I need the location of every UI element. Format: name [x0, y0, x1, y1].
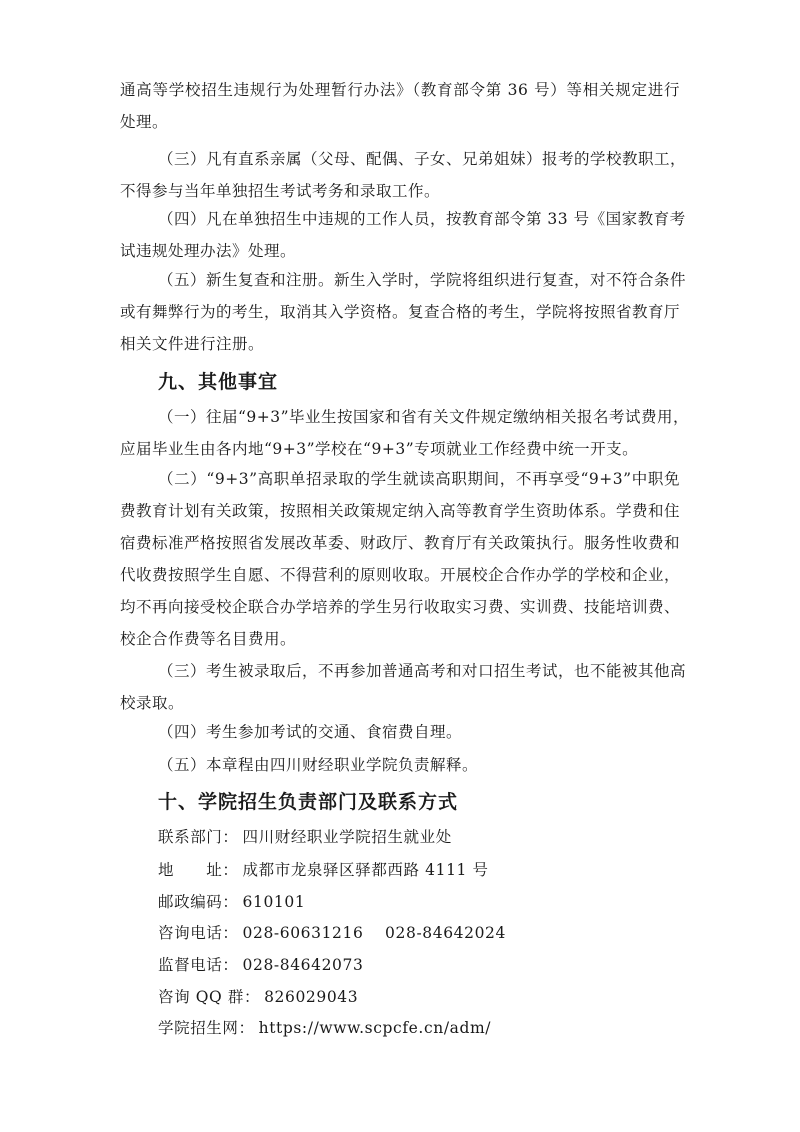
text-line: 校企合作费等名目费用。	[120, 630, 297, 648]
contact-website	[158, 1013, 491, 1043]
contact-value: 826029043	[264, 988, 359, 1006]
contact-label: 联系部门：	[158, 828, 239, 846]
text-line: （四）凡在单独招生中违规的工作人员，按教育部令第 33 号《国家教育考	[158, 210, 686, 228]
text-line: 宿费标准严格按照省发展改革委、财政厅、教育厅有关政策执行。服务性收费和	[120, 534, 681, 552]
section-heading-other-matters: 九、其他事宜	[158, 371, 279, 393]
paragraph-exam-fees	[120, 401, 690, 465]
text-line: （二）“9+3”高职单招录取的学生就读高职期间，不再享受“9+3”中职免	[158, 470, 680, 488]
contact-label: 地 址：	[158, 861, 239, 879]
paragraph-review-registration	[120, 264, 687, 360]
contact-label: 学院招生网：	[158, 1019, 255, 1037]
text-line: 均不再向接受校企联合办学培养的学生另行收取实习费、实训费、技能培训费、	[120, 598, 681, 616]
paragraph-interpretation	[120, 749, 680, 781]
contact-value: 028-84642073	[242, 956, 364, 974]
text-line: 应届毕业生由各内地“9+3”学校在“9+3”专项就业工作经费中统一开支。	[120, 440, 639, 458]
section-heading-contact: 十、学院招生负责部门及联系方式	[158, 791, 459, 813]
text-line: 不得参与当年单独招生考试考务和录取工作。	[120, 182, 441, 200]
contact-department	[158, 822, 452, 852]
text-line: 相关文件进行注册。	[120, 335, 265, 353]
text-line: 代收费按照学生自愿、不得营利的原则收取。开展校企合作办学的学校和企业，	[120, 566, 681, 584]
text-line: （三）考生被录取后，不再参加普通高考和对口招生考试，也不能被其他高	[158, 662, 687, 680]
contact-label: 咨询 QQ 群：	[158, 988, 261, 1006]
contact-phone	[158, 918, 506, 948]
text-line: （四）考生参加考试的交通、食宿费自理。	[158, 723, 463, 741]
contact-value: 610101	[242, 893, 306, 911]
text-line: （五）本章程由四川财经职业学院负责解释。	[158, 756, 479, 774]
contact-label: 咨询电话：	[158, 924, 239, 942]
text-line: 处理。	[120, 113, 169, 131]
contact-postal-code	[158, 887, 305, 917]
text-line: 通高等学校招生违规行为处理暂行办法》（教育部令第 36 号）等相关规定进行	[120, 81, 680, 99]
paragraph-staff-violation	[120, 203, 686, 267]
contact-value: 028-60631216 028-84642024	[242, 924, 506, 942]
text-line: 费教育计划有关政策，按照相关政策规定纳入高等教育学生资助体系。学费和住	[120, 502, 681, 520]
contact-value: 四川财经职业学院招生就业处	[242, 828, 452, 846]
paragraph-tuition-policy	[120, 463, 680, 655]
contact-supervision-phone	[158, 950, 363, 980]
website-link[interactable]: https://www.scpcfe.cn/adm/	[258, 1019, 492, 1037]
text-line: （三）凡有直系亲属（父母、配偶、子女、兄弟姐妹）报考的学校教职工，	[158, 150, 687, 168]
text-line: 试违规处理办法》处理。	[120, 242, 297, 260]
paragraph-after-admission	[120, 655, 687, 719]
paragraph-travel-expenses	[120, 716, 680, 748]
text-line: （五）新生复查和注册。新生入学时，学院将组织进行复查，对不符合条件	[158, 271, 687, 289]
contact-label: 邮政编码：	[158, 893, 239, 911]
text-line: 校录取。	[120, 694, 185, 712]
contact-label: 监督电话：	[158, 956, 239, 974]
contact-value: 成都市龙泉驿区驿都西路 4111 号	[242, 861, 489, 879]
text-line: 或有舞弊行为的考生，取消其入学资格。复查合格的考生，学院将按照省教育厅	[120, 303, 681, 321]
text-line: （一）往届“9+3”毕业生按国家和省有关文件规定缴纳相关报名考试费用，	[158, 408, 690, 426]
paragraph-relatives-rule	[120, 143, 687, 207]
paragraph-regulation-reference	[120, 74, 680, 138]
contact-qq-group	[158, 982, 358, 1012]
contact-address	[158, 855, 489, 885]
